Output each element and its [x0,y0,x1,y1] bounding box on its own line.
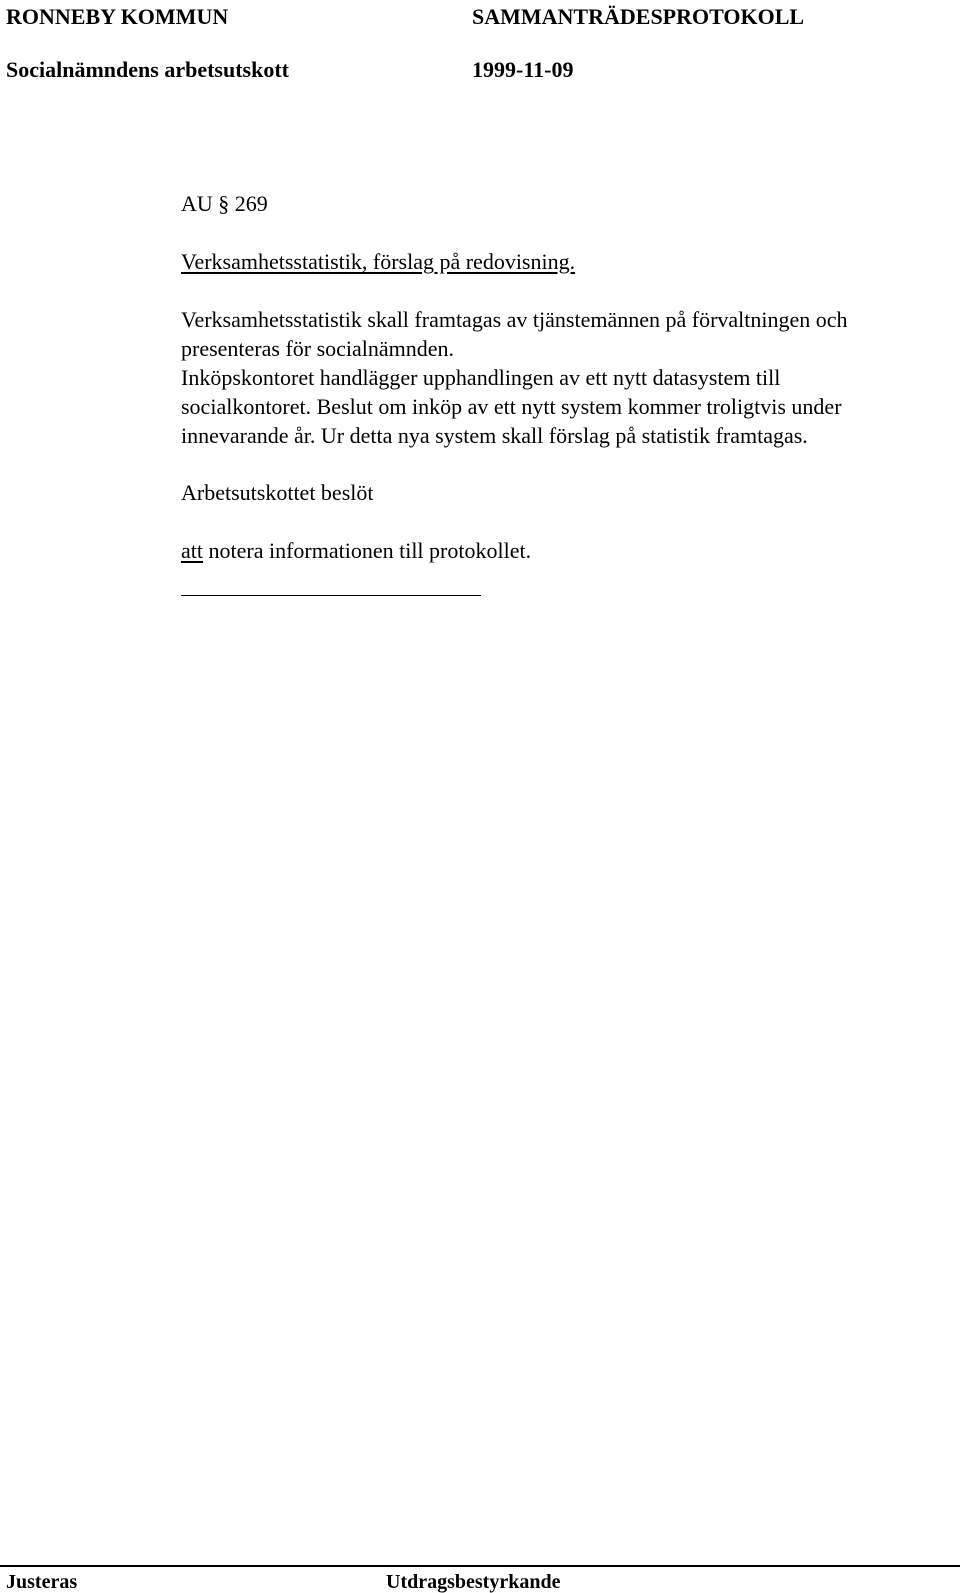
section-end-rule [181,595,481,596]
section-number: AU § 269 [181,191,268,216]
document-type: SAMMANTRÄDESPROTOKOLL [472,4,805,29]
paragraph-line: Verksamhetsstatistik skall framtagas av tjänstemännen på förvaltningen och [181,307,848,332]
decision-text: notera informationen till protokollet. [203,538,532,563]
paragraph-line: Inköpskontoret handlägger upphandlingen av ett nytt datasystem till [181,365,781,390]
committee-name: Socialnämndens arbetsutskott [6,57,289,82]
organization-name: RONNEBY KOMMUN [6,4,229,29]
decision-keyword: att [181,538,203,563]
decision-intro: Arbetsutskottet beslöt [181,480,374,505]
section-paragraph [181,305,848,450]
meeting-date: 1999-11-09 [472,57,574,82]
footer-justeras-label: Justeras [6,1571,78,1593]
decision-line [181,536,531,565]
paragraph-line: socialkontoret. Beslut om inköp av ett nytt system kommer troligtvis under [181,394,842,419]
footer-rule [0,1565,960,1567]
paragraph-line: innevarande år. Ur detta nya system skall förslag på statistik framtagas. [181,423,808,448]
paragraph-line: presenteras för socialnämnden. [181,336,455,361]
footer-utdragsbestyrkande-label: Utdragsbestyrkande [386,1571,561,1593]
section-heading: Verksamhetsstatistik, förslag på redovisning. [181,249,576,274]
